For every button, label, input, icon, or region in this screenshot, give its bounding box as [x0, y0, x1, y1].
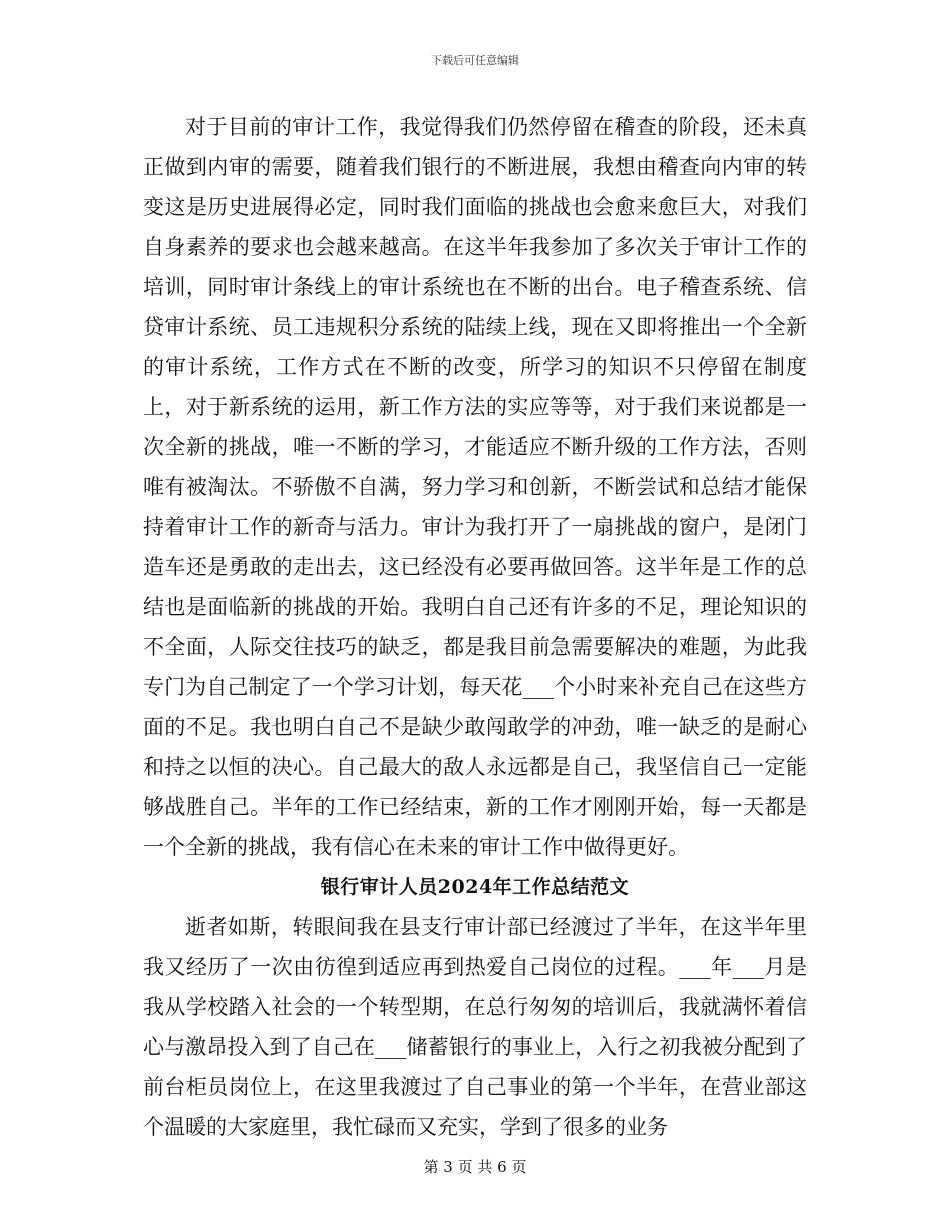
section-title: 银行审计人员2024年工作总结范文	[320, 876, 630, 898]
document-body	[143, 107, 807, 1147]
page-number: 第 3 页 共 6 页	[423, 1158, 527, 1176]
body-paragraph: 逝者如斯，转眼间我在县支行审计部已经渡过了半年，在这半年里我又经历了一次由彷徨到适应再到热爱自己岗位的过程。___年___月是我从学校踏入社会的一个转型期，在总行匆匆的培训后，我就满怀着信心与激昂投入到了自己在___储蓄银行的事业上，入行之初我被分配到了前台柜员岗位上，在这里我渡过了自己事业的第一个半年，在营业部这个温暖的大家庭里，我忙碌而又充实，学到了很多的业务	[143, 915, 807, 1139]
body-paragraph: 对于目前的审计工作，我觉得我们仍然停留在稽查的阶段，还未真正做到内审的需要，随着我们银行的不断进展，我想由稽查向内审的转变这是历史进展得必定，同时我们面临的挑战也会愈来愈巨大，对我们自身素养的要求也会越来越高。在这半年我参加了多次关于审计工作的培训，同时审计条线上的审计系统也在不断的出台。电子稽查系统、信贷审计系统、员工违规积分系统的陆续上线，现在又即将推出一个全新的审计系统，工作方式在不断的改变，所学习的知识不只停留在制度上，对于新系统的运用，新工作方法的实应等等，对于我们来说都是一次全新的挑战，唯一不断的学习，才能适应不断升级的工作方法，否则唯有被淘汰。不骄傲不自满，努力学习和创新，不断尝试和总结才能保持着审计工作的新奇与活力。审计为我打开了一扇挑战的窗户，是闭门造车还是勇敢的走出去，这已经没有必要再做回答。这半年是工作的总结也是面临新的挑战的开始。我明白自己还有许多的不足，理论知识的不全面，人际交往技巧的缺乏，都是我目前急需要解决的难题，为此我专门为自己制定了一个学习计划，每天花___个小时来补充自己在这些方面的不足。我也明白自己不是缺少敢闯敢学的冲劲，唯一缺乏的是耐心和持之以恒的决心。自己最大的敌人永远都是自己，我坚信自己一定能够战胜自己。半年的工作已经结束，新的工作才刚刚开始，每一天都是一个全新的挑战，我有信心在未来的审计工作中做得更好。	[143, 115, 807, 859]
page-header: 下载后可任意编辑	[431, 54, 519, 67]
